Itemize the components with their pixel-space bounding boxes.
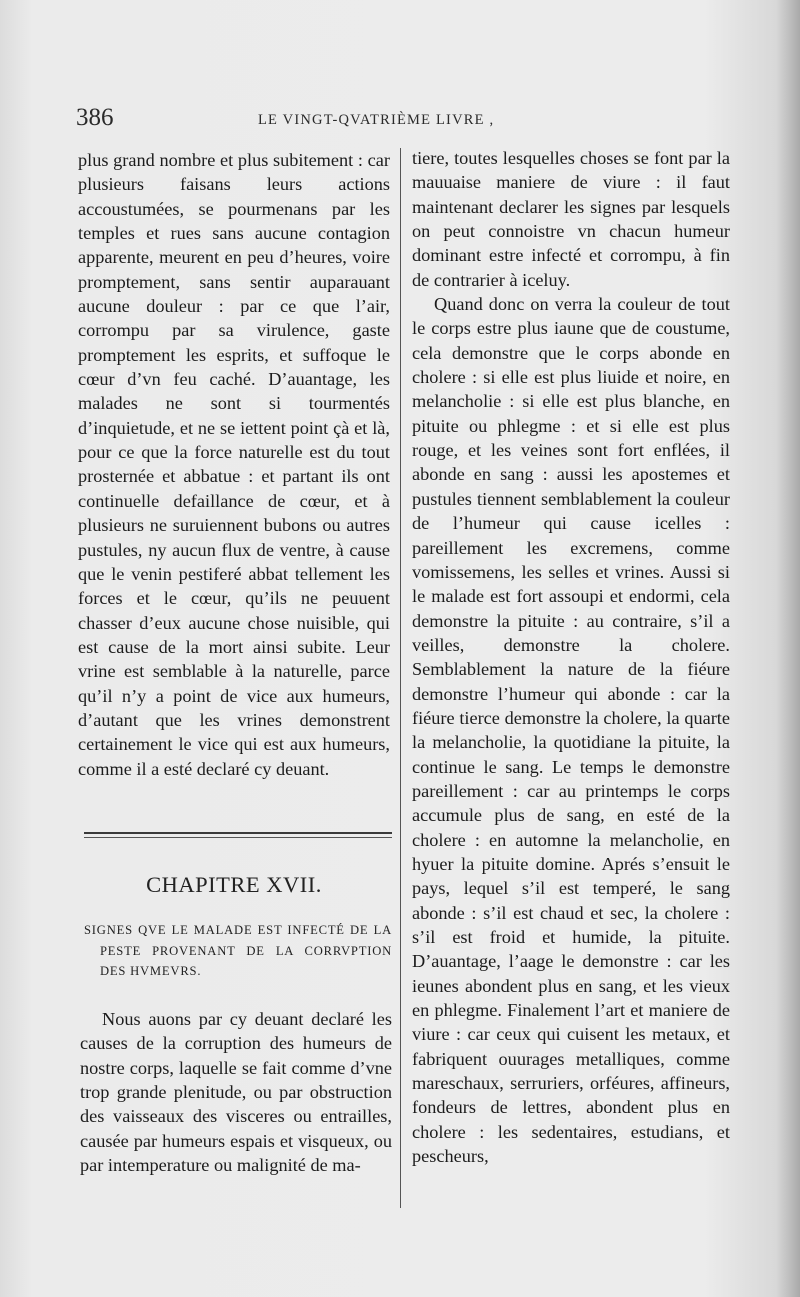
chapter-summary xyxy=(84,920,392,982)
body-paragraph: Quand donc on verra la couleur de tout le corps estre plus iaune que de coustume, cela demonstre que le corps abonde en cholere : si elle est plus liuide et noire, en melancholie : si elle est plus blanche, en pituite ou phlegme : et si elle est plus rouge, et les veines sont fort enflées, il abonde en sang : aussi les apostemes et pustules tiennent semblablement la couleur de l’humeur qui cause icelles : pareillement les excremens, comme vomissemens, les selles et vrines. Aussi si le malade est fort assoupi et endormi, cela demonstre la pituite : au contraire, s’il a veilles, demonstre la cholere. Semblablement la nature de la fiéure demonstre l’humeur qui abonde : car la fiéure tierce demonstre la cholere, la quarte la melancholie, la quotidiane la pituite, la continue le sang. Le temps le demonstre pareillement : car au printemps le corps accumule plus de sang, en esté de la cholere : en automne la melancholie, en hyuer la pituite domine. Aprés s’ensuit le pays, lequel s’il est temperé, le sang abonde : s’il est chaud et sec, la cholere : s’il est froid et humide, la pituite. D’auantage, l’aage le demonstre : car les ieunes abondent plus en sang, et les vieux en phlegme. Finalement l’art et maniere de viure : car ceux qui cuisent les metaux, et fabriquent ouurages metalliques, comme mareschaux, serruriers, orféures, affineurs, fondeurs de lettres, abondent plus en cholere : les sedentaires, estudians, et pescheurs, xyxy=(412,294,730,1167)
page-number: 386 xyxy=(76,104,114,131)
body-paragraph: plus grand nombre et plus subitement : car plusieurs faisans leurs actions accoustumées, se pourmenans par les temples et rues sans aucune contagion apparente, meurent en peu d’heures, voire promptement, sans sentir auparauant aucune douleur : par ce que l’air, corrompu par sa virulence, gaste promptement les esprits, et suffoque le cœur d’vn feu caché. D’auantage, les malades ne sont si tourmentés d’inquietude, et ne se iettent point çà et là, pour ce que la force naturelle est du tout prosternée et abbatue : et partant ils ont continuelle defaillance de cœur, et à plusieurs ne suruiennent bubons ou autres pustules, ny aucun flux de ventre, à cause que le venin pestiferé abbat tellement les forces et le cœur, qu’ils ne peuuent chasser d’eux aucune chose nuisible, qui est cause de la mort ainsi subite. Leur vrine est semblable à la naturelle, parce qu’il n’y a point de vice aux humeurs, d’autant que les vrines demonstrent certainement le vice qui est aux humeurs, comme il a esté declaré cy deuant. xyxy=(78,150,390,779)
rule-thick xyxy=(84,832,392,834)
right-column xyxy=(412,146,730,1168)
rule-thin xyxy=(84,837,392,838)
page-header xyxy=(76,104,776,140)
chapter-title: CHAPITRE XVII. xyxy=(146,872,322,897)
section-rule xyxy=(84,832,392,846)
column-divider xyxy=(400,148,401,1208)
left-column xyxy=(78,148,390,781)
body-paragraph: tiere, toutes lesquelles choses se font par la mauuaise maniere de viure : il faut maintenant declarer les signes par lesquels on peut connoistre vn chacun humeur dominant estre infecté et corrompu, à fin de contrarier à iceluy. xyxy=(412,148,730,290)
chapter-body xyxy=(80,1007,392,1177)
chapter-summary-text: SIGNES QVE LE MALADE EST INFECTÉ DE LA PESTE PROVENANT DE LA CORRVPTION DES HVMEVRS. xyxy=(84,923,392,978)
chapter-opening-paragraph: Nous auons par cy deuant declaré les causes de la corruption des humeurs de nostre corps, laquelle se fait comme d’vne trop grande plenitude, ou par obstruction des vaisseaux des visceres ou entrailles, causée par humeurs espais et visqueux, ou par intemperature ou malignité de ma- xyxy=(80,1009,392,1176)
running-head: LE VINGT-QVATRIÈME LIVRE , xyxy=(258,112,495,128)
